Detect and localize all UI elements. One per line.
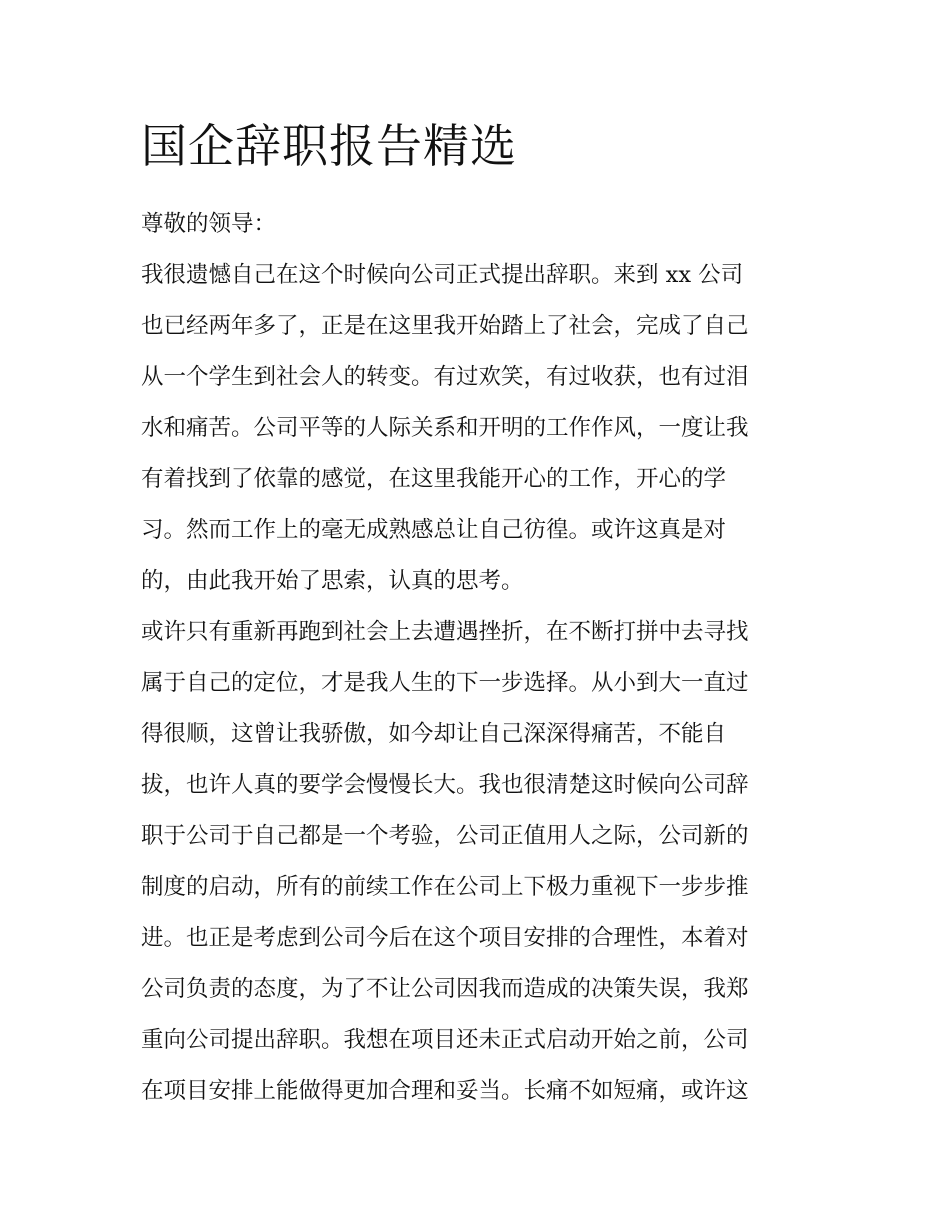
body-line: 公司负责的态度，为了不让公司因我而造成的决策失误，我郑 — [141, 976, 749, 1002]
body-line: 职于公司于自己都是一个考验，公司正值用人之际，公司新的 — [141, 823, 749, 849]
body-line: 属于自己的定位，才是我人生的下一步选择。从小到大一直过 — [141, 670, 749, 696]
body-line: 也已经两年多了，正是在这里我开始踏上了社会，完成了自己 — [141, 313, 749, 339]
body-line: 在项目安排上能做得更加合理和妥当。长痛不如短痛，或许这 — [141, 1078, 749, 1104]
body-line: 或许只有重新再跑到社会上去遭遇挫折，在不断打拼中去寻找 — [141, 619, 749, 645]
salutation: 尊敬的领导： — [141, 211, 277, 237]
document-title: 国企辞职报告精选 — [141, 119, 517, 173]
body-line: 水和痛苦。公司平等的人际关系和开明的工作作风，一度让我 — [141, 415, 749, 441]
body-line: 的，由此我开始了思索，认真的思考。 — [141, 568, 524, 594]
body-line: 从一个学生到社会人的转变。有过欢笑，有过收获，也有过泪 — [141, 364, 749, 390]
body-line: 重向公司提出辞职。我想在项目还未正式启动开始之前，公司 — [141, 1027, 749, 1053]
body-line: 得很顺，这曾让我骄傲，如今却让自己深深得痛苦，不能自 — [141, 721, 727, 747]
document-body — [141, 199, 821, 1117]
body-line: 进。也正是考虑到公司今后在这个项目安排的合理性，本着对 — [141, 925, 749, 951]
body-line: 拔，也许人真的要学会慢慢长大。我也很清楚这时候向公司辞 — [141, 772, 749, 798]
body-line: 有着找到了依靠的感觉，在这里我能开心的工作，开心的学 — [141, 466, 727, 492]
body-line: 制度的启动，所有的前续工作在公司上下极力重视下一步步推 — [141, 874, 749, 900]
body-line: 我很遗憾自己在这个时候向公司正式提出辞职。来到 xx 公司 — [141, 262, 744, 288]
body-line: 习。然而工作上的毫无成熟感总让自己彷徨。或许这真是对 — [141, 517, 727, 543]
